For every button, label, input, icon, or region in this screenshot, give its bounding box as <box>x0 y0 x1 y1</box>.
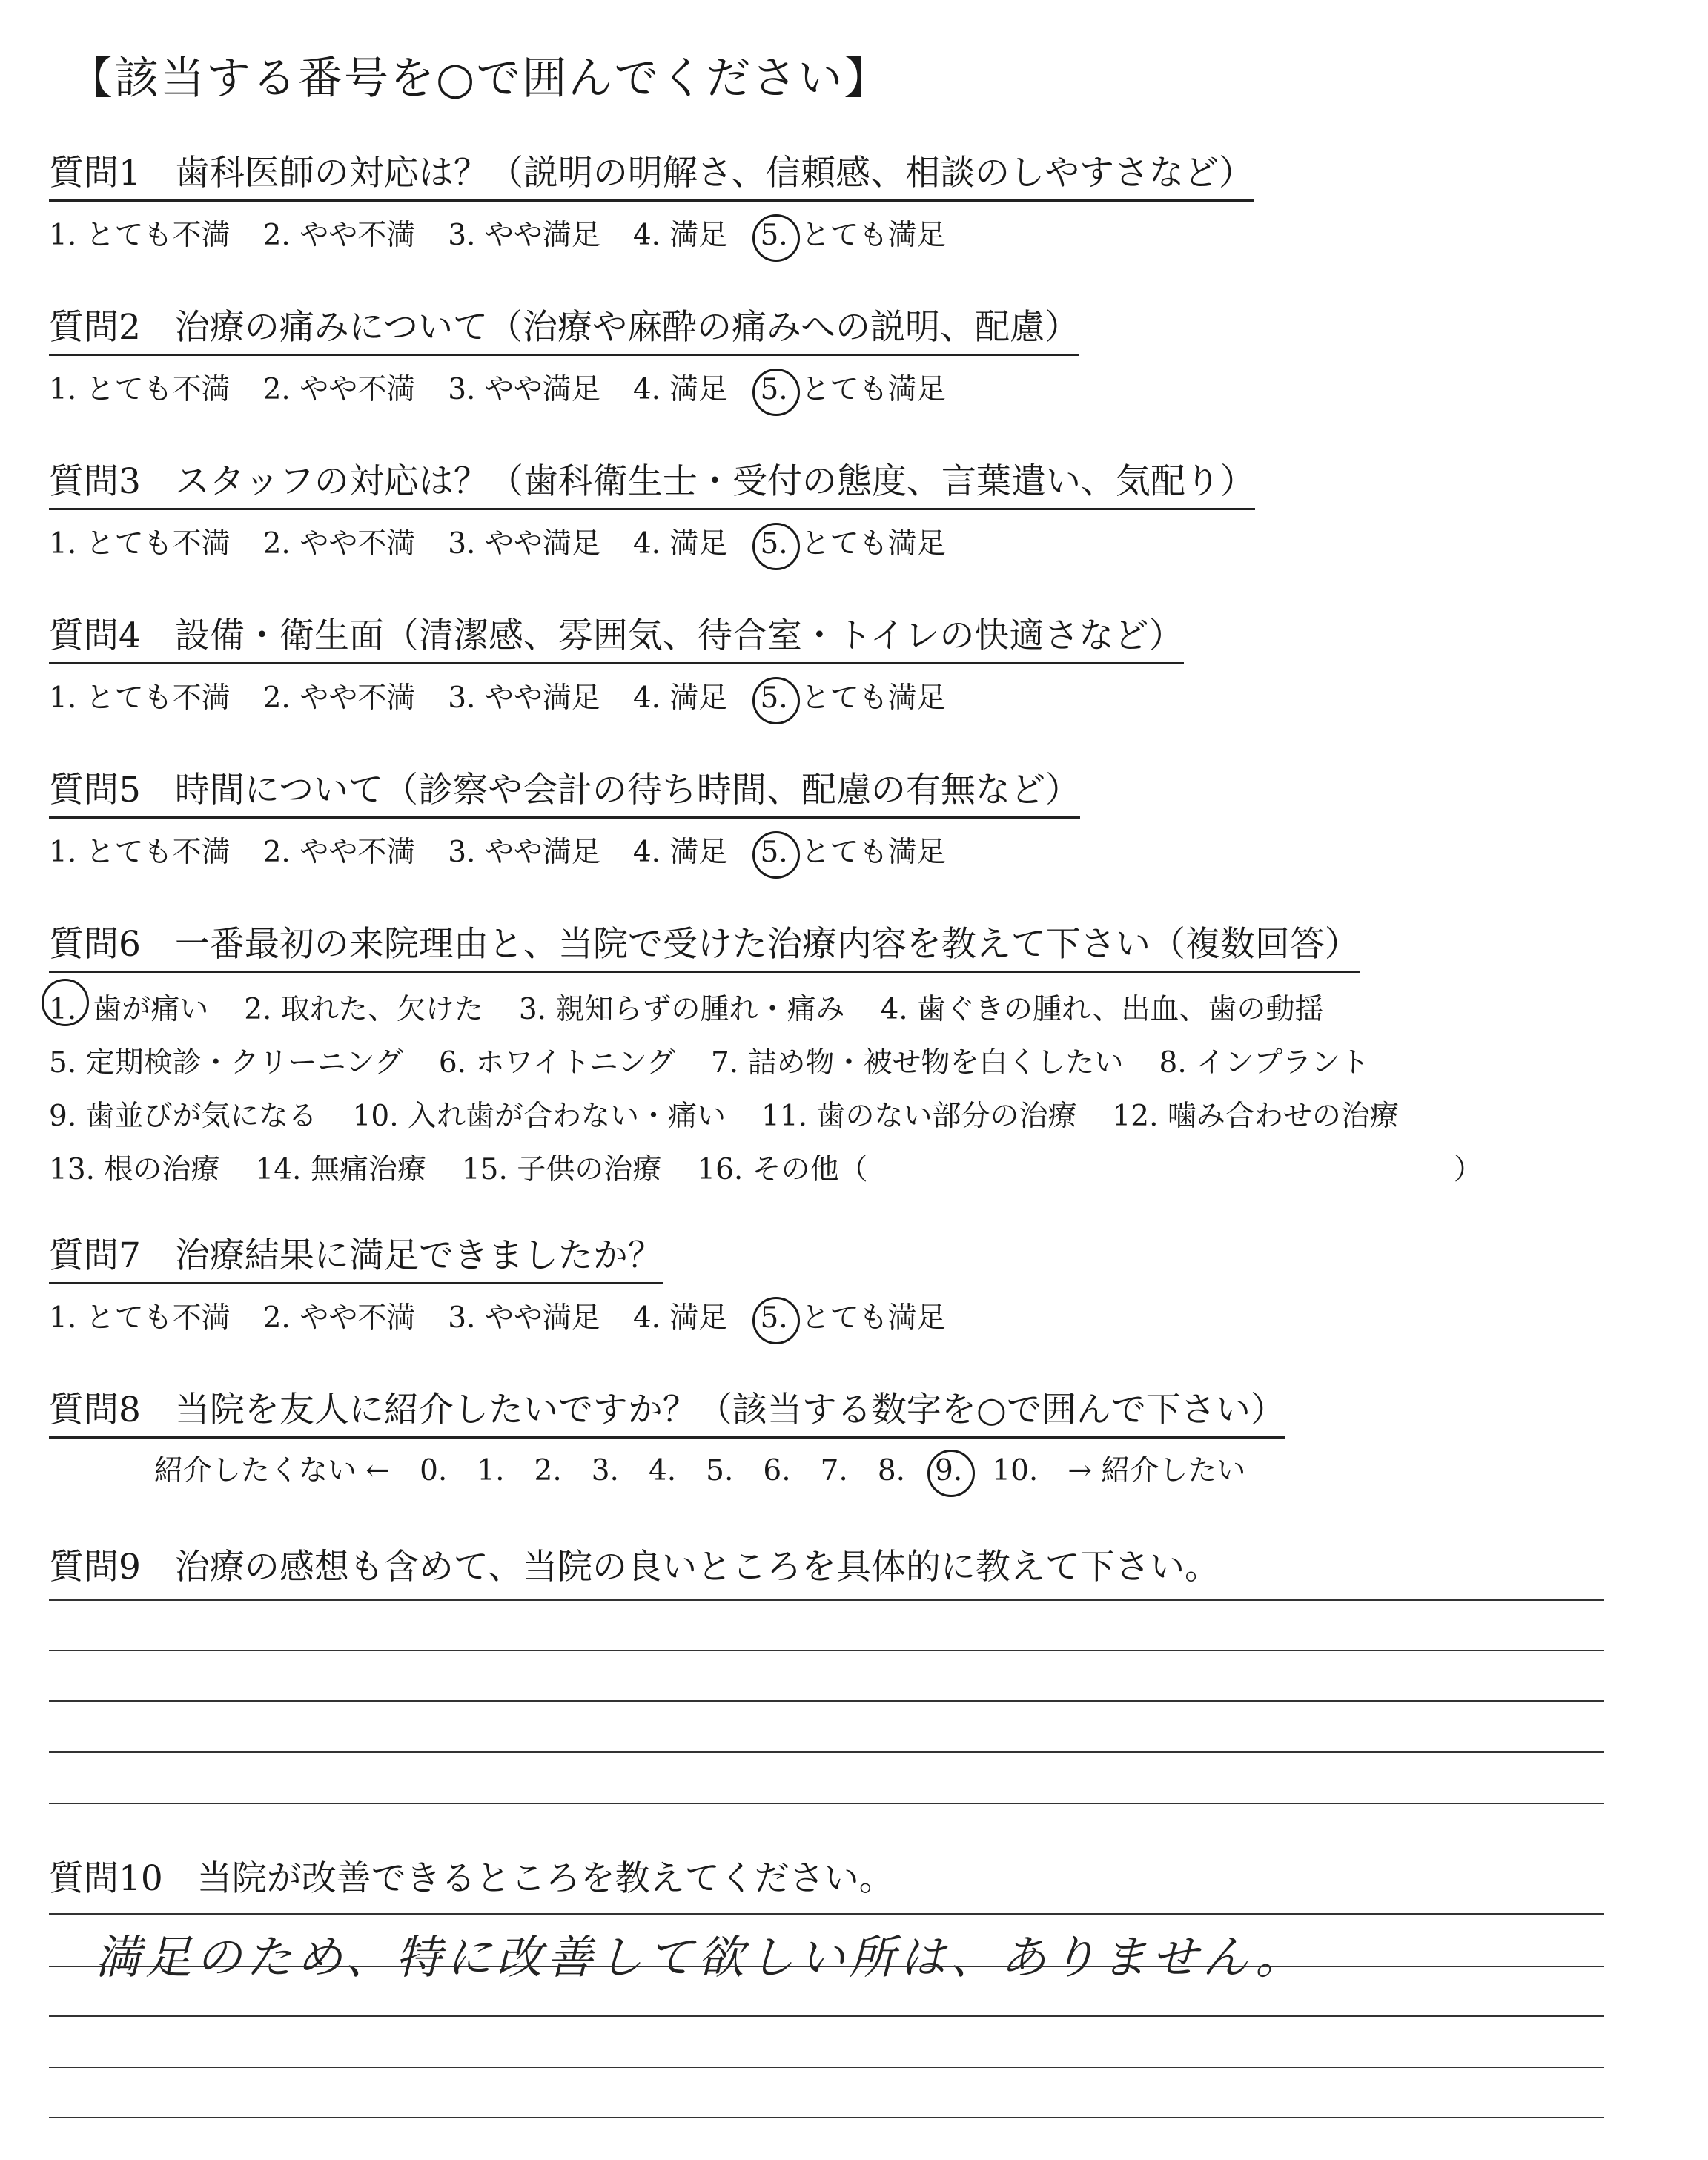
scale-left-label: 紹介したくない ← <box>154 1454 391 1487</box>
rating-options <box>49 521 1255 562</box>
option-6[interactable]: 6. ホワイトニング <box>438 1046 675 1080</box>
scale-7[interactable]: 7. <box>820 1454 848 1487</box>
instruction-heading: 【該当する番号を○で囲んでください】 <box>68 53 890 105</box>
question-title: 質問10 当院が改善できるところを教えてください。 <box>49 1858 894 1899</box>
multi-choice-options <box>49 983 1518 1197</box>
options-row-1 <box>49 983 1518 1037</box>
options-row-4 <box>49 1143 1518 1197</box>
answer-line[interactable] <box>49 1913 1604 1915</box>
option-16[interactable]: 16. その他（ <box>697 1153 868 1186</box>
scale-9-circled[interactable]: 9. <box>935 1454 963 1487</box>
option-4[interactable]: 4. 満足 <box>632 836 728 869</box>
question-3 <box>49 454 1255 562</box>
options-row-2 <box>49 1037 1518 1090</box>
option-3[interactable]: 3. やや満足 <box>448 527 600 561</box>
option-5-circled[interactable]: 5. <box>760 373 788 406</box>
option-2[interactable]: 2. やや不満 <box>262 681 416 715</box>
option-3[interactable]: 3. やや満足 <box>448 836 600 869</box>
option-4[interactable]: 4. 満足 <box>632 1301 728 1335</box>
option-2[interactable]: 2. やや不満 <box>262 836 416 869</box>
option-5-circled[interactable]: 5. <box>760 527 788 561</box>
option-4[interactable]: 4. 歯ぐきの腫れ、出血、歯の動揺 <box>880 993 1324 1026</box>
option-7[interactable]: 7. 詰め物・被せ物を白くしたい <box>710 1046 1124 1080</box>
question-title: 質問7 治療結果に満足できましたか？ <box>49 1228 663 1284</box>
option-16-close-paren: ） <box>1453 1153 1483 1186</box>
option-1-circled[interactable]: 1. <box>49 983 76 1037</box>
question-2 <box>49 300 1079 408</box>
option-5-circled[interactable]: 5. <box>760 681 788 715</box>
option-5-label[interactable]: とても満足 <box>801 373 946 406</box>
question-6 <box>49 916 1518 1197</box>
scale-1[interactable]: 1. <box>477 1454 505 1487</box>
option-2[interactable]: 2. やや不満 <box>262 373 416 406</box>
option-3[interactable]: 3. やや満足 <box>448 681 600 715</box>
option-1[interactable]: 1. とても不満 <box>49 681 231 715</box>
scale-5[interactable]: 5. <box>706 1454 734 1487</box>
answer-line[interactable] <box>49 1599 1604 1601</box>
option-12[interactable]: 12. 噛み合わせの治療 <box>1112 1100 1399 1133</box>
question-7 <box>49 1228 979 1336</box>
option-8[interactable]: 8. インプラント <box>1159 1046 1370 1080</box>
question-9 <box>49 1539 1219 1589</box>
option-4[interactable]: 4. 満足 <box>632 219 728 252</box>
answer-line[interactable] <box>49 1966 1604 1967</box>
option-1[interactable]: 1. とても不満 <box>49 219 231 252</box>
rating-options <box>49 212 1254 254</box>
scale-2[interactable]: 2. <box>534 1454 562 1487</box>
answer-line[interactable] <box>49 2117 1604 2118</box>
scale-3[interactable]: 3. <box>591 1454 619 1487</box>
option-15[interactable]: 15. 子供の治療 <box>461 1153 662 1186</box>
option-5-circled[interactable]: 5. <box>760 836 788 869</box>
question-title: 質問9 治療の感想も含めて、当院の良いところを具体的に教えて下さい。 <box>49 1547 1219 1588</box>
option-3[interactable]: 3. やや満足 <box>448 219 600 252</box>
question-title: 質問1 歯科医師の対応は？（説明の明解さ、信頼感、相談のしやすさなど） <box>49 145 1254 202</box>
scale-8[interactable]: 8. <box>877 1454 906 1487</box>
question-8 <box>49 1382 1285 1489</box>
question-5 <box>49 762 1080 871</box>
option-10[interactable]: 10. 入れ歯が合わない・痛い <box>352 1100 726 1133</box>
answer-line[interactable] <box>49 1650 1604 1651</box>
scale-0[interactable]: 0. <box>420 1454 448 1487</box>
question-10 <box>49 1851 894 1900</box>
option-2[interactable]: 2. やや不満 <box>262 1301 416 1335</box>
option-4[interactable]: 4. 満足 <box>632 527 728 561</box>
answer-line[interactable] <box>49 2015 1604 2017</box>
handwritten-answer: 満足のため、特に改善して欲しい所は、ありません。 <box>95 1930 1306 1984</box>
scale-6[interactable]: 6. <box>763 1454 791 1487</box>
option-5-label[interactable]: とても満足 <box>801 219 946 252</box>
option-5-circled[interactable]: 5. <box>760 219 788 252</box>
answer-line[interactable] <box>49 1751 1604 1753</box>
scale-4[interactable]: 4. <box>648 1454 677 1487</box>
answer-line[interactable] <box>49 2067 1604 2068</box>
option-14[interactable]: 14. 無痛治療 <box>255 1153 426 1186</box>
option-5-label[interactable]: とても満足 <box>801 527 946 561</box>
answer-line[interactable] <box>49 1700 1604 1702</box>
option-11[interactable]: 11. 歯のない部分の治療 <box>761 1100 1077 1133</box>
option-4[interactable]: 4. 満足 <box>632 681 728 715</box>
option-4[interactable]: 4. 満足 <box>632 373 728 406</box>
question-4 <box>49 608 1184 716</box>
option-3[interactable]: 3. やや満足 <box>448 373 600 406</box>
rating-options <box>49 829 1080 871</box>
option-13[interactable]: 13. 根の治療 <box>49 1153 220 1186</box>
question-title: 質問2 治療の痛みについて（治療や麻酔の痛みへの説明、配慮） <box>49 300 1079 356</box>
options-row-3 <box>49 1090 1518 1143</box>
rating-options <box>49 366 1079 408</box>
question-title: 質問8 当院を友人に紹介したいですか？（該当する数字を○で囲んで下さい） <box>49 1382 1285 1439</box>
question-1 <box>49 145 1254 254</box>
option-2[interactable]: 2. 取れた、欠けた <box>244 993 483 1026</box>
option-5-label[interactable]: とても満足 <box>801 836 946 869</box>
option-1[interactable]: 1. とても不満 <box>49 527 231 561</box>
answer-line[interactable] <box>49 1803 1604 1804</box>
option-5-label[interactable]: とても満足 <box>801 681 946 715</box>
option-3[interactable]: 3. 親知らずの腫れ・痛み <box>518 993 845 1026</box>
option-5[interactable]: 5. 定期検診・クリーニング <box>49 1046 403 1080</box>
recommend-scale <box>154 1447 1285 1489</box>
option-5-label[interactable]: とても満足 <box>801 1301 946 1335</box>
rating-options <box>49 1295 979 1336</box>
option-1[interactable]: 1. とても不満 <box>49 373 231 406</box>
question-title: 質問6 一番最初の来院理由と、当院で受けた治療内容を教えて下さい（複数回答） <box>49 916 1360 973</box>
option-1[interactable]: 1. とても不満 <box>49 836 231 869</box>
option-9[interactable]: 9. 歯並びが気になる <box>49 1100 317 1133</box>
scale-right-label: → 紹介したい <box>1068 1454 1246 1487</box>
rating-options <box>49 675 1184 716</box>
option-2[interactable]: 2. やや不満 <box>262 219 416 252</box>
option-1-label[interactable]: 歯が痛い <box>93 993 209 1026</box>
option-2[interactable]: 2. やや不満 <box>262 527 416 561</box>
question-title: 質問3 スタッフの対応は？（歯科衛生士・受付の態度、言葉遣い、気配り） <box>49 454 1255 510</box>
question-title: 質問5 時間について（診察や会計の待ち時間、配慮の有無など） <box>49 762 1080 819</box>
question-title: 質問4 設備・衛生面（清潔感、雰囲気、待合室・トイレの快適さなど） <box>49 608 1184 664</box>
option-5-circled[interactable]: 5. <box>760 1301 788 1335</box>
option-3[interactable]: 3. やや満足 <box>448 1301 600 1335</box>
scale-10[interactable]: 10. <box>992 1454 1039 1487</box>
option-1[interactable]: 1. とても不満 <box>49 1301 231 1335</box>
